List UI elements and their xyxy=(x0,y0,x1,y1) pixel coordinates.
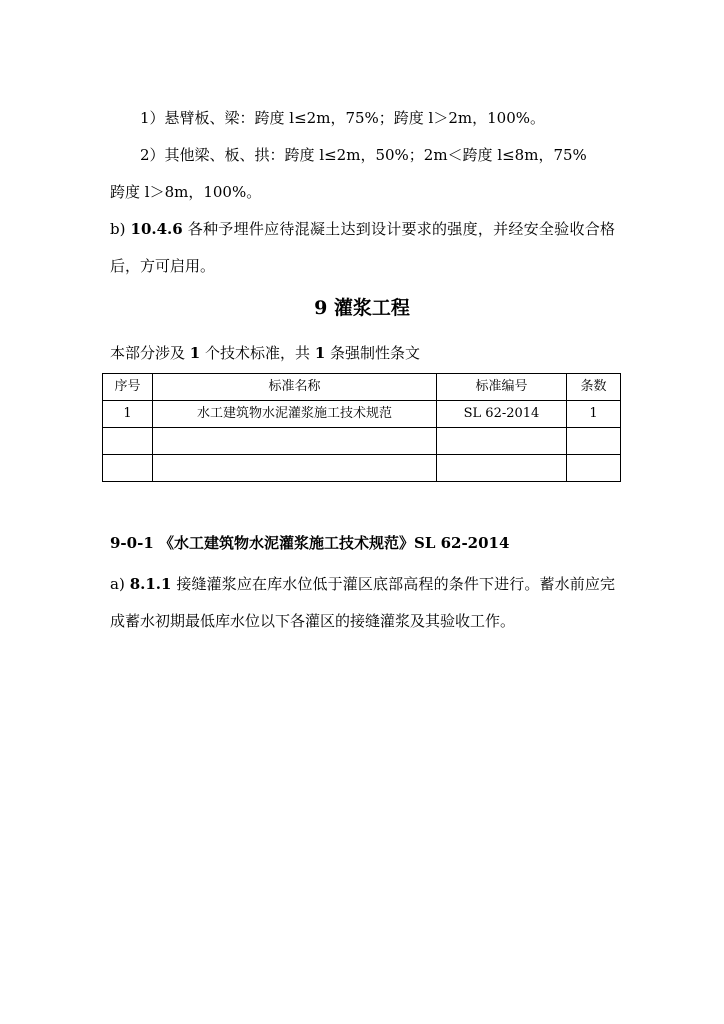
requirement-item-1-text: 1）悬臂板、梁：跨度 l≤2m，75%；跨度 l＞2m，100%。 xyxy=(140,109,546,127)
clause-b-prefix: b) xyxy=(110,220,126,238)
clause-a-prefix: a) xyxy=(110,575,125,593)
intro-standard-count: 1 xyxy=(189,344,201,362)
intro-text-b: 个技术标准，共 xyxy=(205,344,311,362)
intro-text-a: 本部分涉及 xyxy=(110,344,186,362)
intro-clause-count: 1 xyxy=(314,344,326,362)
cell-standard-name xyxy=(153,455,437,482)
intro-text-c: 条强制性条文 xyxy=(330,344,421,362)
cell-standard-code xyxy=(437,455,567,482)
clause-a-text: 接缝灌浆应在库水位低于灌区底部高程的条件下进行。蓄水前应完成蓄水初期最低库水位以下各灌区的接缝灌浆及其验收工作。 xyxy=(110,575,615,630)
table-header-row xyxy=(103,374,621,401)
clause-a-number: 8.1.1 xyxy=(129,575,172,593)
cell-standard-code: SL 62-2014 xyxy=(437,401,567,428)
cell-serial xyxy=(103,455,153,482)
clause-b-paragraph xyxy=(110,211,615,285)
clause-b-text: 各种予埋件应待混凝土达到设计要求的强度，并经安全验收合格后，方可启用。 xyxy=(110,220,615,275)
header-standard-name: 标准名称 xyxy=(153,374,437,401)
cell-clause-count: 1 xyxy=(567,401,621,428)
cell-standard-name: 水工建筑物水泥灌浆施工技术规范 xyxy=(153,401,437,428)
cell-clause-count xyxy=(567,428,621,455)
header-serial: 序号 xyxy=(103,374,153,401)
clause-b-number: 10.4.6 xyxy=(130,220,183,238)
cell-clause-count xyxy=(567,455,621,482)
clause-a-paragraph xyxy=(110,566,615,640)
requirement-item-1 xyxy=(110,100,615,137)
cell-serial: 1 xyxy=(103,401,153,428)
requirement-item-2-continued xyxy=(110,174,615,211)
table-row xyxy=(103,428,621,455)
cell-serial xyxy=(103,428,153,455)
section-title: 9 灌浆工程 xyxy=(314,297,410,319)
requirement-item-2 xyxy=(110,137,615,174)
standards-table xyxy=(102,373,621,482)
table-row xyxy=(103,455,621,482)
standard-heading: 9-0-1 《水工建筑物水泥灌浆施工技术规范》SL 62-2014 xyxy=(110,534,510,552)
cell-standard-name xyxy=(153,428,437,455)
requirement-item-2-text-b: 跨度 l＞8m，100%。 xyxy=(110,183,262,201)
header-clause-count: 条数 xyxy=(567,374,621,401)
cell-standard-code xyxy=(437,428,567,455)
header-standard-code: 标准编号 xyxy=(437,374,567,401)
section-intro xyxy=(110,342,420,364)
table-row xyxy=(103,401,621,428)
requirement-item-2-text-a: 2）其他梁、板、拱：跨度 l≤2m，50%；2m＜跨度 l≤8m，75% xyxy=(140,146,587,164)
